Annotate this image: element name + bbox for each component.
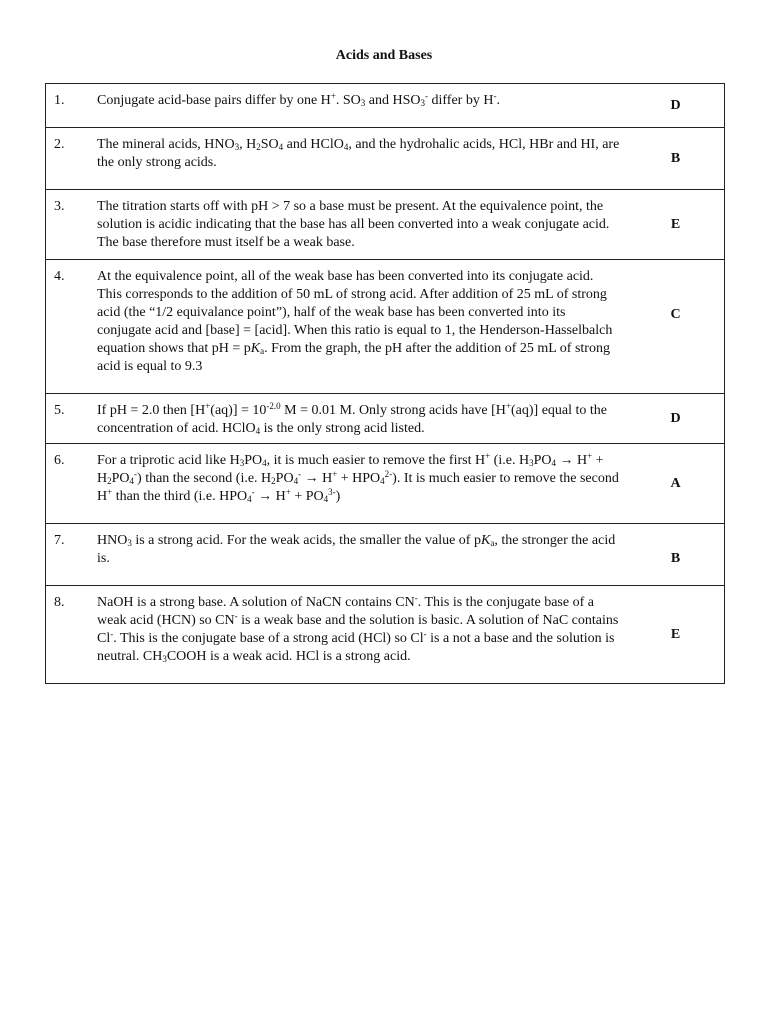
question-number-text: 3.: [54, 199, 65, 214]
explanation-text: The titration starts off with pH > 7 so a base must be present. At the equivalence point, the solution is acidic indicating that the base has all been converted into a weak conjugate acid. The base therefore must itself be a weak base.: [97, 199, 610, 250]
explanation-cell: [97, 524, 627, 586]
explanation-cell: [97, 394, 627, 444]
explanation-cell: [97, 84, 627, 128]
answer-cell: [627, 84, 725, 128]
question-number: [46, 128, 98, 190]
explanation-text: Conjugate acid-base pairs differ by one H+. $SO_3$ and $HSO_3^-$ differ by H-.: [97, 91, 500, 108]
answer-table-body: [46, 84, 725, 684]
answer-letter: D: [670, 410, 681, 426]
question-number: [46, 394, 98, 444]
question-number-text: 6.: [54, 453, 65, 468]
question-number: [46, 84, 98, 128]
answer-cell: [627, 444, 725, 524]
answer-letter: A: [670, 475, 681, 491]
question-number-text: 8.: [54, 595, 65, 610]
answer-letter: E: [670, 626, 681, 642]
question-number-text: 5.: [54, 403, 65, 418]
question-number-text: 2.: [54, 137, 65, 152]
explanation-cell: [97, 586, 627, 684]
question-number: [46, 260, 98, 394]
answer-letter: B: [670, 550, 681, 566]
table-row: [46, 394, 725, 444]
table-row: [46, 586, 725, 684]
question-number: [46, 586, 98, 684]
question-number: [46, 524, 98, 586]
question-number-text: 7.: [54, 533, 65, 548]
document-title: Acids and Bases: [335, 48, 433, 63]
explanation-text: If pH = 2.0 then $[H^+(aq)] = 10^{-2.0}$ M = 0.01 M. Only strong acids have [H+(aq)] equal to the concentration of acid. HClO$_4$ is the only strong acid listed.: [97, 401, 608, 436]
question-number-text: 1.: [54, 93, 65, 108]
table-row: [46, 524, 725, 586]
table-row: [46, 444, 725, 524]
answer-cell: [627, 260, 725, 394]
answer-cell: [627, 586, 725, 684]
table-row: [46, 128, 725, 190]
answer-cell: [627, 394, 725, 444]
question-number: [46, 444, 98, 524]
table-row: [46, 84, 725, 128]
table-row: [46, 190, 725, 260]
explanation-text: The mineral acids, $HNO_3$, $H_2SO_4$ and HClO$_4$, and the hydrohalic acids, HCl, HBr and HI, are the only strong acids.: [97, 137, 620, 170]
question-number-text: 4.: [54, 269, 65, 284]
answer-letter: D: [670, 97, 681, 113]
answer-cell: [627, 128, 725, 190]
explanation-cell: [97, 260, 627, 394]
explanation-cell: [97, 128, 627, 190]
answer-letter: B: [670, 150, 681, 166]
answer-cell: [627, 524, 725, 586]
question-number: [46, 190, 98, 260]
explanation-cell: [97, 190, 627, 260]
explanation-cell: [97, 444, 627, 524]
answer-cell: [627, 190, 725, 260]
answer-table: [45, 83, 725, 684]
explanation-text: NaOH is a strong base. A solution of NaCN contains CN-. This is the conjugate base of a weak acid (HCN) so CN- is a weak base and the solution is basic. A solution of NaC contains Cl-. This is the conjugate base of a strong acid (HCl) so Cl- is a not a base and the solution is neutral. $CH_3COOH$ is a weak acid. HCl is a strong acid.: [97, 593, 619, 664]
answer-letter: C: [670, 306, 681, 322]
explanation-text: $HNO_3$ is a strong acid. For the weak acids, the smaller the value of $pK_a$, the stronger the acid is.: [97, 533, 616, 566]
explanation-text: For a triprotic acid like $H_3PO_4$, it is much easier to remove the first H+ (i.e. $H_3PO_4 \to H^+ + H_2PO_4^-$) than the second (i.e. $H_2PO_4^- \to H^+ + HPO_4^{2-}$). It is much easier to remove the second H+ than the third (i.e. $HPO_4^- \to H^+ + PO_4^{3-}$): [97, 451, 619, 504]
answer-letter: E: [670, 216, 681, 232]
explanation-text: At the equivalence point, all of the weak base has been converted into its conjugate acid. This corresponds to the addition of 50 mL of strong acid. After addition of 25 mL of strong acid (the “1/2 equivalance point”), half of the weak base has been converted into its conjugate acid and [base] = [acid]. When this ratio is equal to 1, the Henderson-Hasselbalch equation shows that pH = $pK_a$. From the graph, the pH after the addition of 25 mL of strong acid is equal to 9.3: [97, 269, 613, 374]
table-row: [46, 260, 725, 394]
